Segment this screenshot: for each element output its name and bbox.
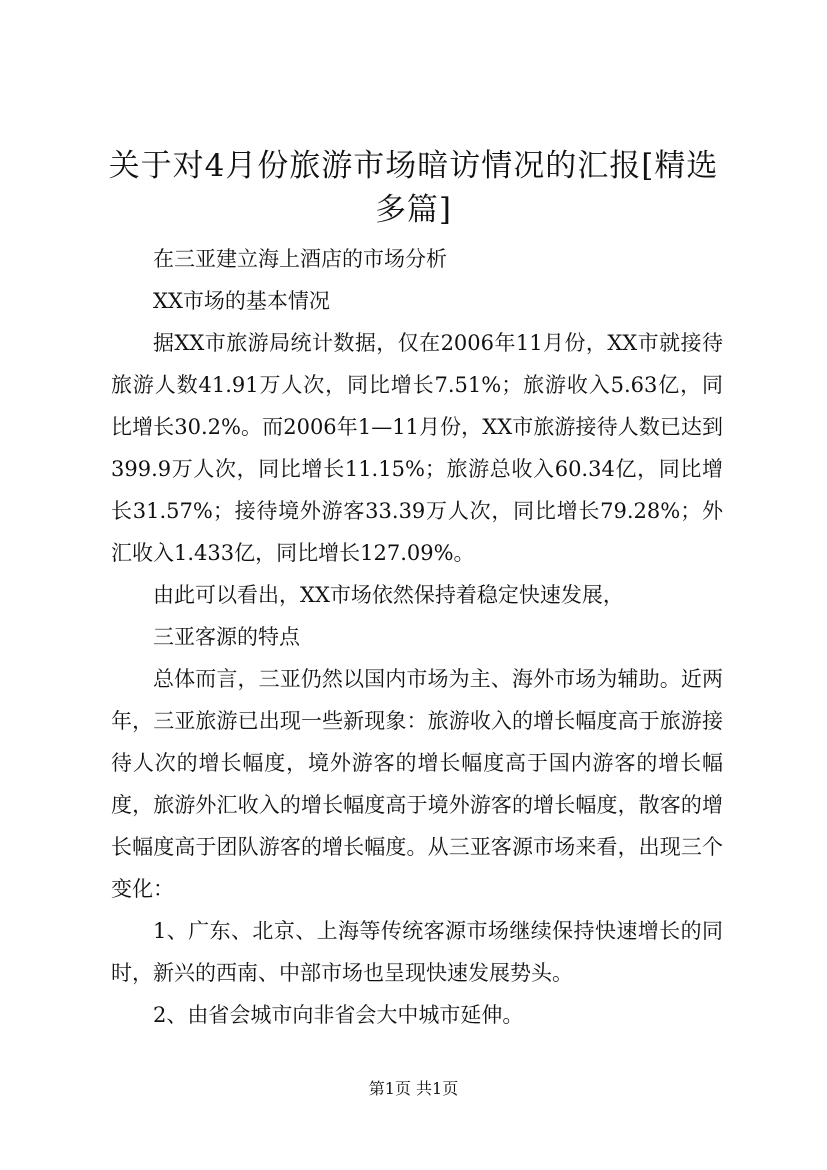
document-title: 关于对4月份旅游市场暗访情况的汇报[精选多篇] (108, 148, 719, 228)
paragraph: 在三亚建立海上酒店的市场分析 (153, 247, 447, 271)
paragraph: 由此可以看出，XX市场依然保持着稳定快速发展， (153, 583, 624, 607)
document-body (111, 238, 723, 1036)
paragraph: XX市场的基本情况 (153, 289, 330, 313)
paragraph: 1、广东、北京、上海等传统客源市场继续保持快速增长的同时，新兴的西南、中部市场也呈现快速发展势头。 (111, 919, 723, 985)
paragraph: 2、由省会城市向非省会大中城市延伸。 (153, 1003, 524, 1027)
paragraph: 据XX市旅游局统计数据，仅在2006年11月份，XX市就接待旅游人数41.91万人次，同比增长7.51%；旅游收入5.63亿，同比增长30.2%。而2006年1—11月份，XX市旅游接待人数已达到399.9万人次，同比增长11.15%；旅游总收入60.34亿，同比增长31.57%；接待境外游客33.39万人次，同比增长79.28%；外汇收入1.433亿，同比增长127.09%。 (111, 331, 723, 565)
page-footer: 第1页 共1页 (368, 1079, 459, 1098)
paragraph: 三亚客源的特点 (153, 625, 300, 649)
paragraph: 总体而言，三亚仍然以国内市场为主、海外市场为辅助。近两年，三亚旅游已出现一些新现象：旅游收入的增长幅度高于旅游接待人次的增长幅度，境外游客的增长幅度高于国内游客的增长幅度，旅游外汇收入的增长幅度高于境外游客的增长幅度，散客的增长幅度高于团队游客的增长幅度。从三亚客源市场来看，出现三个变化： (111, 667, 723, 901)
